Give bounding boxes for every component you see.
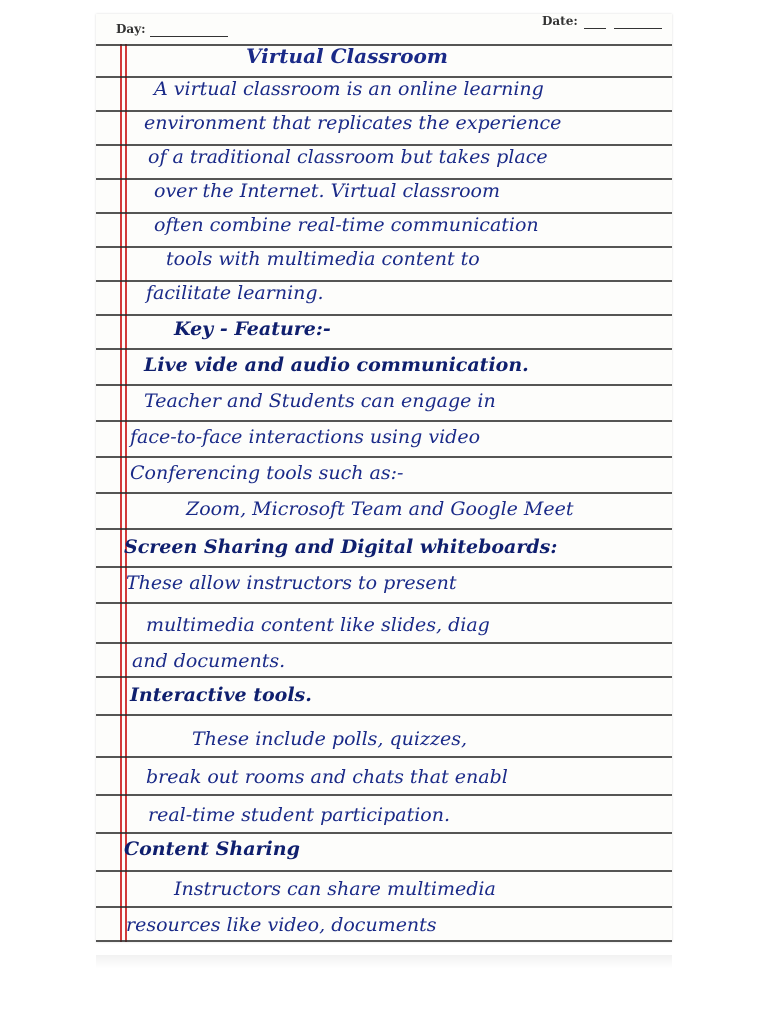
- section-heading: Live vide and audio communication.: [144, 354, 529, 376]
- text-line: multimedia content like slides, diag: [146, 614, 490, 636]
- ruled-line: [96, 420, 672, 422]
- ruled-line: [96, 714, 672, 716]
- text-line: of a traditional classroom but takes place: [148, 146, 548, 168]
- text-line: These allow instructors to present: [126, 572, 457, 594]
- text-line: over the Internet. Virtual classroom: [154, 180, 500, 202]
- text-line: Instructors can share multimedia: [174, 878, 496, 900]
- title: Virtual Classroom: [246, 44, 448, 68]
- ruled-line: [96, 492, 672, 494]
- ruled-line: [96, 602, 672, 604]
- text-line: Conferencing tools such as:-: [130, 462, 404, 484]
- day-label: Day:: [116, 22, 146, 36]
- text-line: A virtual classroom is an online learning: [154, 78, 544, 100]
- date-line: [614, 28, 662, 29]
- ruled-line: [96, 528, 672, 530]
- section-heading: Content Sharing: [124, 838, 300, 860]
- ruled-line: [96, 456, 672, 458]
- ruled-line: [96, 870, 672, 872]
- ruled-line: [96, 384, 672, 386]
- ruled-line: [96, 566, 672, 568]
- ruled-line: [96, 794, 672, 796]
- text-line: facilitate learning.: [146, 282, 324, 304]
- text-line: tools with multimedia content to: [166, 248, 480, 270]
- text-line: and documents.: [132, 650, 286, 672]
- text-line: resources like video, documents: [126, 914, 437, 936]
- text-line: real-time student participation.: [148, 804, 451, 826]
- section-heading: Interactive tools.: [130, 684, 312, 706]
- ruled-line: [96, 832, 672, 834]
- date-line: [584, 28, 606, 29]
- ruled-line: [96, 348, 672, 350]
- text-line: face-to-face interactions using video: [130, 426, 481, 448]
- ruled-line: [96, 756, 672, 758]
- text-line: These include polls, quizzes,: [192, 728, 468, 750]
- ruled-line: [96, 314, 672, 316]
- ruled-line: [96, 642, 672, 644]
- section-heading: Key - Feature:-: [174, 318, 331, 340]
- ruled-line: [96, 906, 672, 908]
- ruled-line: [96, 940, 672, 942]
- section-heading: Screen Sharing and Digital whiteboards:: [124, 536, 558, 558]
- text-line: break out rooms and chats that enabl: [146, 766, 508, 788]
- text-line: environment that replicates the experience: [144, 112, 562, 134]
- notebook-page: [96, 14, 672, 942]
- page-header: [96, 14, 672, 44]
- ruled-line: [96, 676, 672, 678]
- page-shadow: [96, 955, 672, 969]
- text-line: often combine real-time communication: [154, 214, 539, 236]
- text-line: Zoom, Microsoft Team and Google Meet: [186, 498, 574, 520]
- date-label: Date:: [542, 14, 578, 28]
- day-line: [150, 36, 228, 37]
- text-line: Teacher and Students can engage in: [144, 390, 496, 412]
